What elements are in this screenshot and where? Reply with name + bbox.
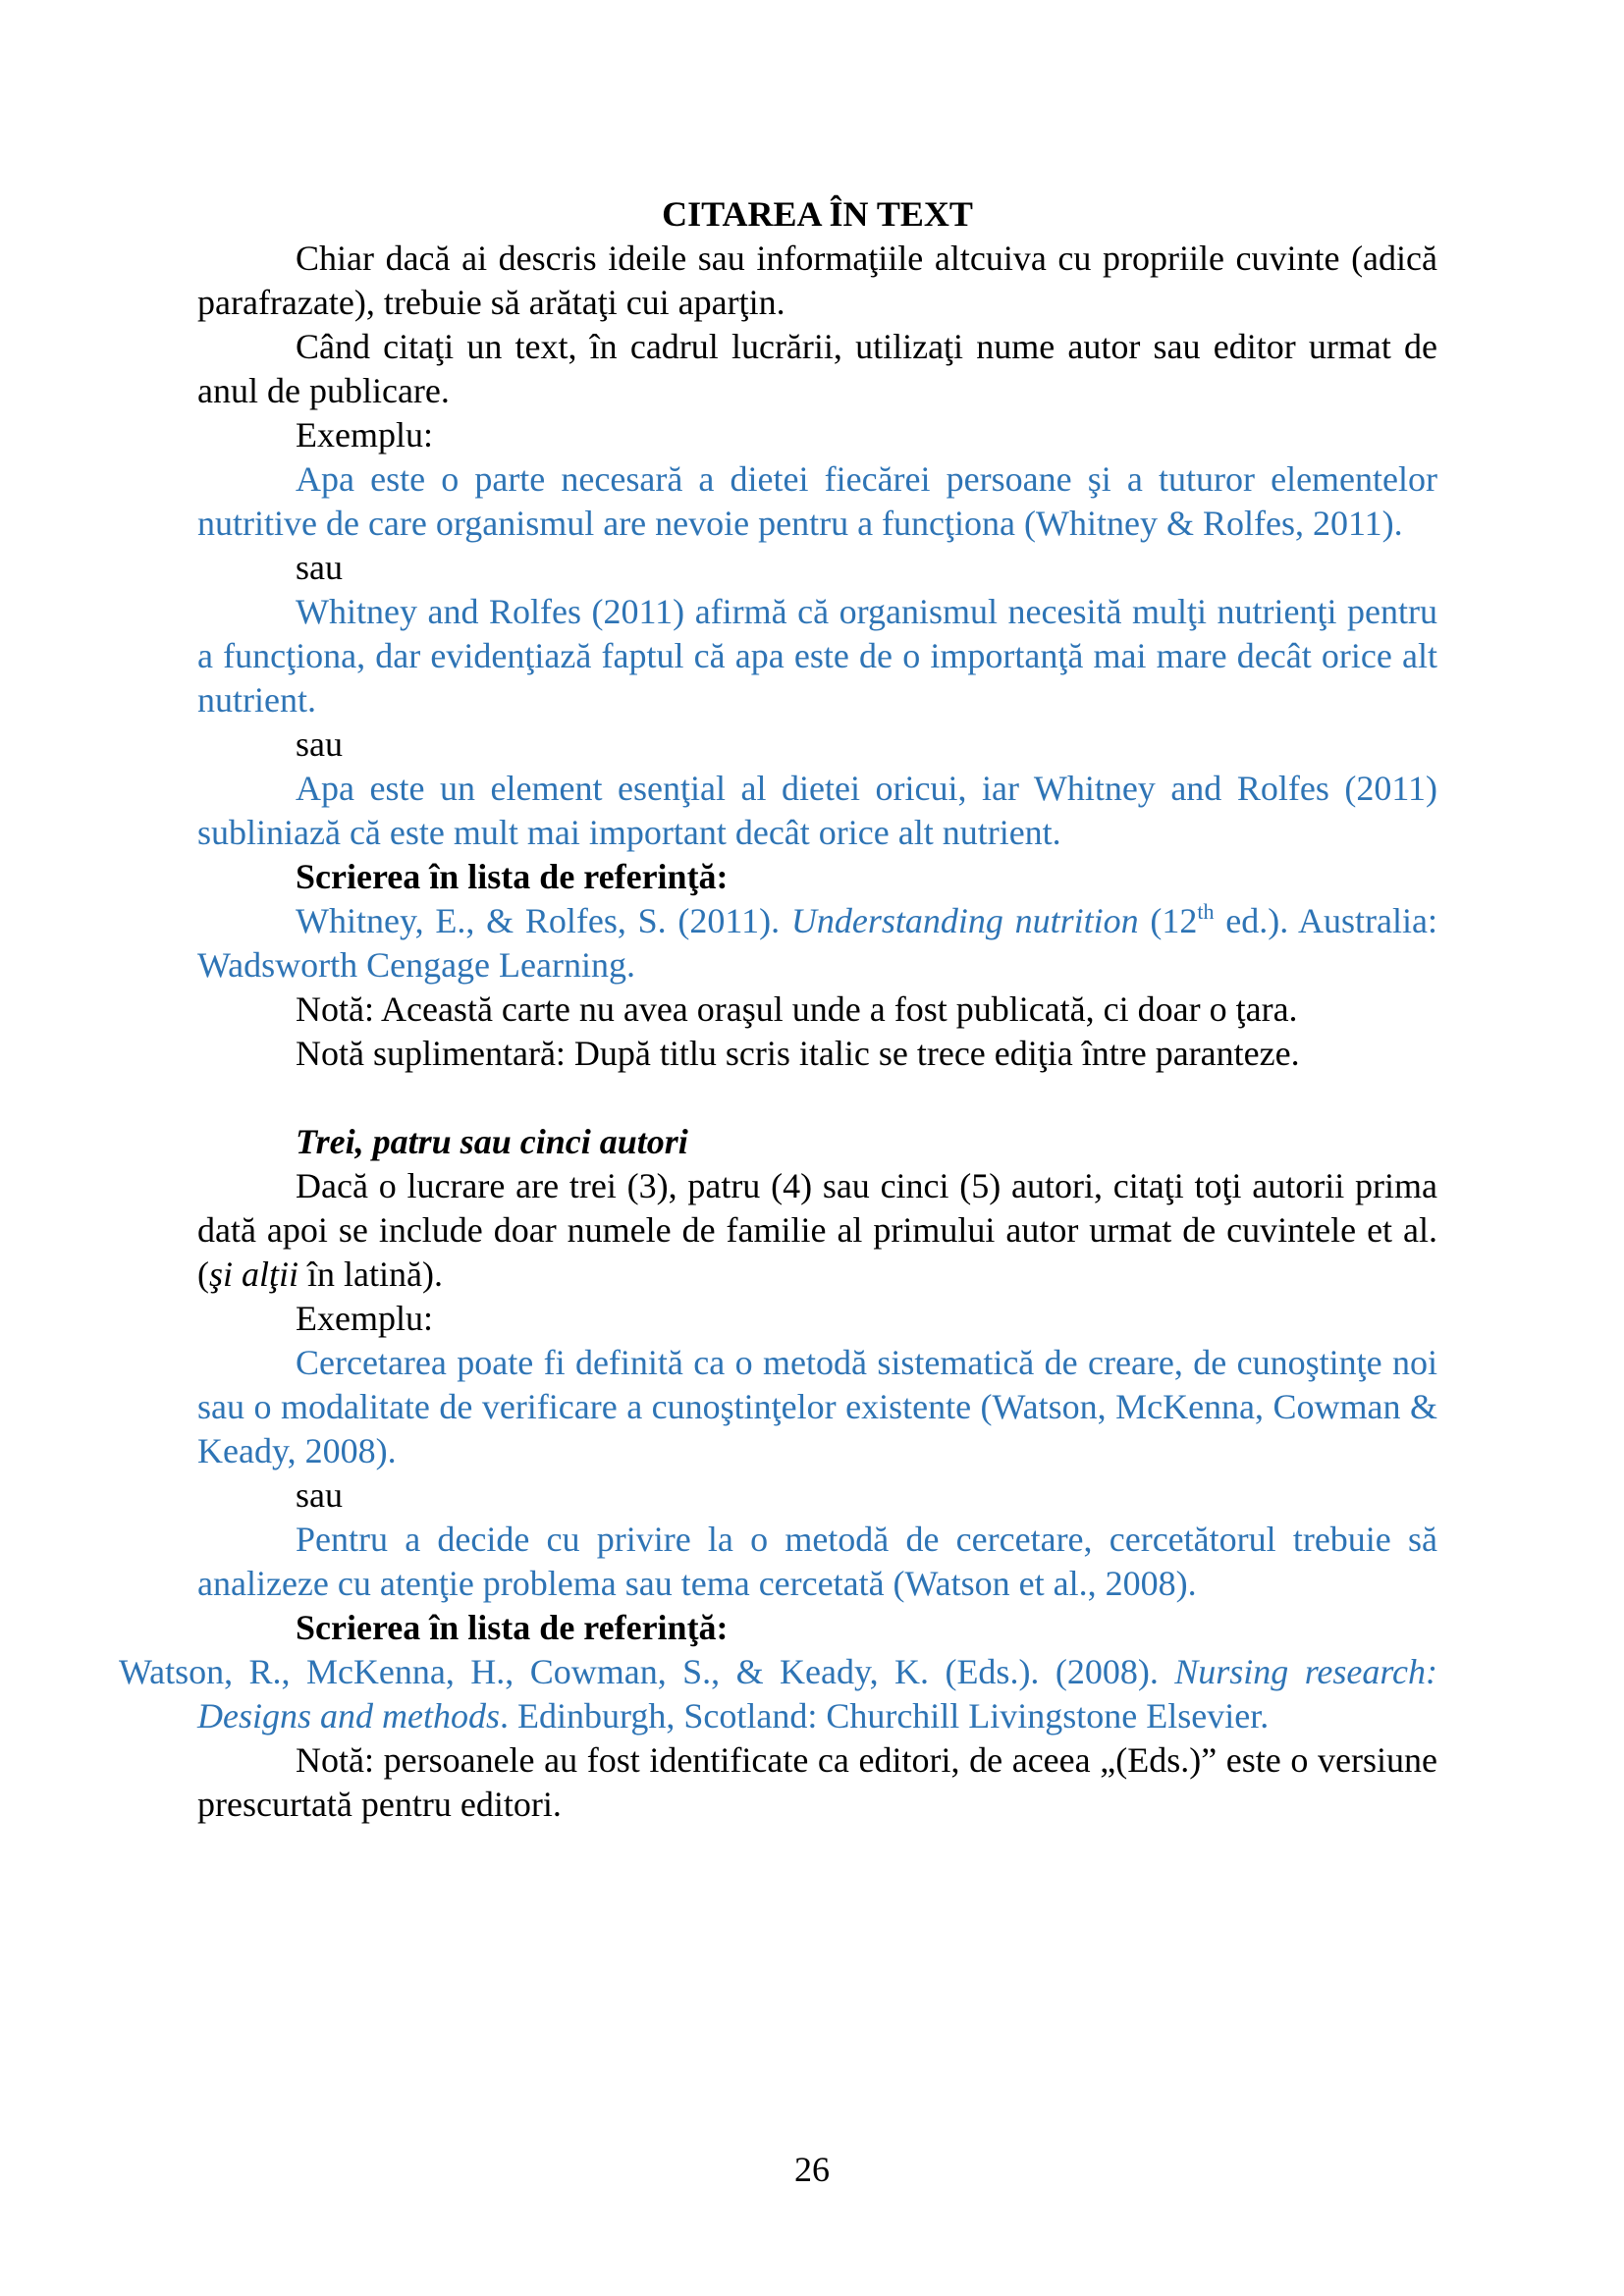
- reference-heading: Scrierea în lista de referinţă:: [296, 857, 729, 896]
- reference-title: Understanding nutrition: [790, 901, 1139, 940]
- latin-term: şi alţii: [209, 1255, 299, 1294]
- document-page: [119, 192, 1437, 1827]
- paragraph-text: Dacă o lucrare are trei (3), patru (4) sau cinci (5) autori, citaţi toţi autorii prima dată apoi se include doar numele de familie al primului autor urmat de cuvintele et al. (: [197, 1166, 1437, 1294]
- note-city: Notă: Această carte nu avea oraşul unde a fost publicată, ci doar o ţara.: [296, 989, 1298, 1029]
- reference-authors: Watson, R., McKenna, H., Cowman, S., & Keady, K. (Eds.). (2008).: [119, 1652, 1159, 1691]
- reference-heading: Scrierea în lista de referinţă:: [296, 1608, 729, 1647]
- example-citation-watson-2: Pentru a decide cu privire la o metodă de cercetare, cercetătorul trebuie să analizeze cu atenţie problema sau tema cercetată (Watson et al., 2008).: [197, 1520, 1437, 1603]
- note-editors: Notă: persoanele au fost identificate ca editori, de aceea „(Eds.)” este o versiune prescurtată pentru editori.: [197, 1740, 1437, 1824]
- reference-entry-watson: [119, 1650, 1437, 1738]
- or-separator: sau: [296, 548, 343, 587]
- reference-publisher: ed.). Australia: Wadsworth Cengage Learning.: [197, 901, 1437, 985]
- section-heading: Trei, patru sau cinci autori: [296, 1122, 688, 1161]
- page-title: CITAREA ÎN TEXT: [662, 194, 973, 234]
- example-citation-watson-1: Cercetarea poate fi definită ca o metodă sistematică de creare, de cunoştinţe noi sau o modalitate de verificare a cunoştinţelor existente (Watson, McKenna, Cowman & Keady, 2008).: [197, 1343, 1437, 1470]
- reference-authors: Whitney, E., & Rolfes, S. (2011).: [296, 901, 781, 940]
- example-label: Exemplu:: [296, 415, 433, 454]
- or-separator: sau: [296, 724, 343, 764]
- example-label: Exemplu:: [296, 1299, 433, 1338]
- reference-edition-open: (12: [1150, 901, 1198, 940]
- paragraph-text: în latină).: [298, 1255, 443, 1294]
- note-edition: Notă suplimentară: După titlu scris italic se trece ediţia între paranteze.: [296, 1034, 1300, 1073]
- reference-entry-whitney: [197, 899, 1437, 988]
- page-number: 26: [794, 2150, 830, 2189]
- or-separator: sau: [296, 1475, 343, 1515]
- section-gap: [197, 1076, 1437, 1120]
- paragraph-paraphrase: Chiar dacă ai descris ideile sau informaţiile altcuiva cu propriile cuvinte (adică parafrazate), trebuie să arătaţi cui aparţin.: [197, 239, 1437, 322]
- example-citation-1: Apa este o parte necesară a dietei fiecărei persoane şi a tuturor elementelor nutritive de care organismul are nevoie pentru a funcţiona (Whitney & Rolfes, 2011).: [197, 459, 1437, 543]
- reference-title: Nursing research: Designs and methods: [197, 1652, 1437, 1735]
- reference-publisher: . Edinburgh, Scotland: Churchill Livingstone Elsevier.: [500, 1696, 1270, 1735]
- reference-edition-superscript: th: [1197, 899, 1215, 924]
- example-citation-2: Whitney and Rolfes (2011) afirmă că organismul necesită mulţi nutrienţi pentru a funcţiona, dar evidenţiază faptul că apa este de o importanţă mai mare decât orice alt nutrient.: [197, 592, 1437, 720]
- paragraph-multiple-authors: [197, 1164, 1437, 1297]
- paragraph-citing: Când citaţi un text, în cadrul lucrării, utilizaţi nume autor sau editor urmat de anul de publicare.: [197, 327, 1437, 410]
- example-citation-3: Apa este un element esenţial al dietei oricui, iar Whitney and Rolfes (2011) subliniază că este mult mai important decât orice alt nutrient.: [197, 769, 1437, 852]
